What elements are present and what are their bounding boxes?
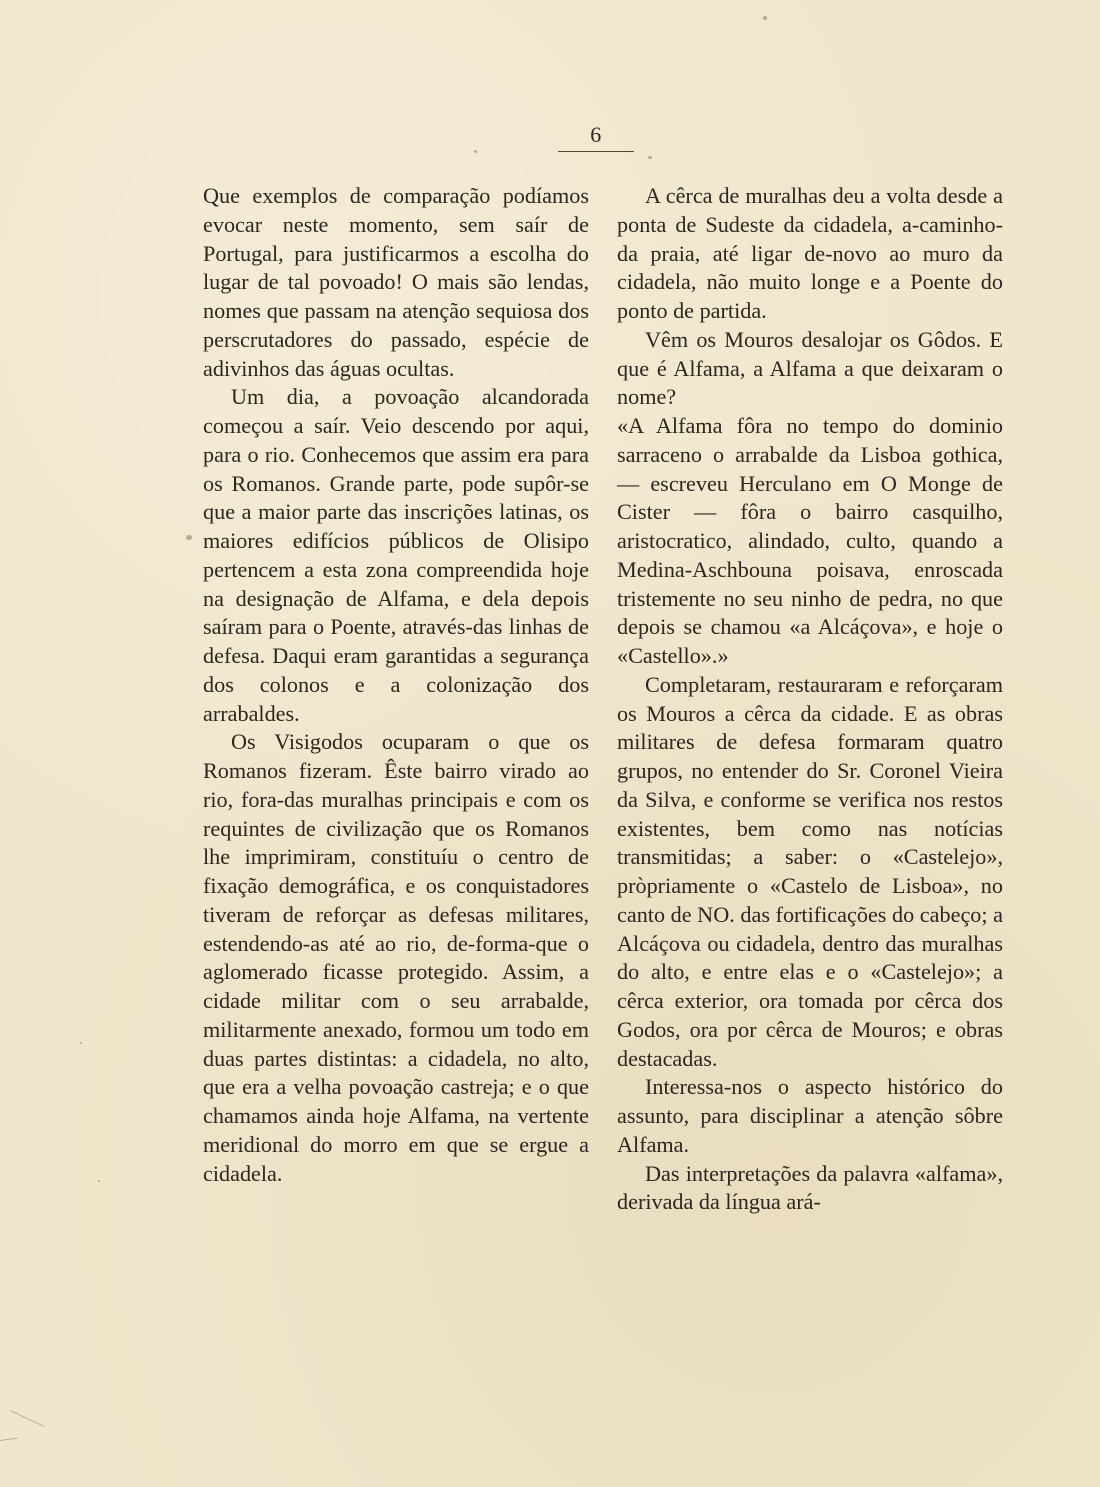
right-text-column bbox=[617, 182, 1003, 1217]
paper-speck bbox=[474, 150, 477, 153]
right-paragraph-3: «A Alfama fôra no tempo do dominio sarraceno o arrabalde da Lisboa gothica, — escreveu Herculano em O Monge de Cister — fôra o bairro casquilho, aristocratico, alindado, culto, quando a Medina-Aschbouna poisava, enroscada tristemente no seu ninho de pedra, no que depois se chamou «a Alcáçova», e hoje o «Castello».» bbox=[617, 413, 1003, 668]
page-header bbox=[558, 122, 634, 152]
right-paragraph-5: Interessa-nos o aspecto histórico do assunto, para disciplinar a atenção sôbre Alfama. bbox=[617, 1074, 1003, 1157]
left-paragraph-3: Os Visigodos ocuparam o que os Romanos fizeram. Êste bairro virado ao rio, fora-das muralhas principais e com os requintes de civilização que os Romanos lhe imprimiram, constituíu o centro de fixação demográfica, e os conquistadores tiveram de reforçar as defesas militares, estendendo-as até ao rio, de-forma-que o aglomerado ficasse protegido. Assim, a cidade militar com o seu arrabalde, militarmente anexado, formou um todo em duas partes distintas: a cidadela, no alto, que era a velha povoação castreja; e o que chamamos ainda hoje Alfama, na vertente meridional do morro em que se ergue a cidadela. bbox=[203, 729, 589, 1186]
left-paragraph-1: Que exemplos de comparação podíamos evocar neste momento, sem saír de Portugal, para justificarmos a escolha do lugar de tal povoado! O mais são lendas, nomes que passam na atenção sequiosa dos perscrutadores do passado, espécie de adivinhos das águas ocultas. bbox=[203, 183, 589, 381]
paper-speck bbox=[98, 1180, 100, 1182]
left-text-column bbox=[203, 182, 589, 1188]
paper-speck bbox=[763, 16, 767, 20]
page-number-rule bbox=[558, 151, 634, 152]
right-paragraph-4: Completaram, restauraram e reforçaram os Mouros a cêrca da cidade. E as obras militares de defesa formaram quatro grupos, no entender do Sr. Coronel Vieira da Silva, e conforme se verifica nos restos existentes, bem como nas notícias transmitidas; a saber: o «Castelejo», pròpriamente o «Castelo de Lisboa», no canto de NO. das fortificações do cabeço; a Alcáçova ou cidadela, dentro das muralhas do alto, e entre elas e o «Castelejo»; a cêrca exterior, ora tomada por cêrca dos Godos, ora por cêrca de Mouros; e obras destacadas. bbox=[617, 671, 1003, 1071]
paper-scratch bbox=[0, 1437, 18, 1440]
right-paragraph-6: Das interpretações da palavra «alfama», derivada da língua ará- bbox=[617, 1160, 1003, 1215]
page-number: 6 bbox=[590, 122, 602, 147]
paper-speck bbox=[648, 156, 652, 159]
left-paragraph-2: Um dia, a povoação alcandorada começou a saír. Veio descendo por aqui, para o rio. Conhecemos que assim era para os Romanos. Grande parte, pode supôr-se que a maior parte das inscrições latinas, os maiores edifícios públicos de Olisipo pertencem a esta zona compreendida hoje na designação de Alfama, e dela depois saíram para o Poente, através-das linhas de defesa. Daqui eram garantidas a segurança dos colonos e a colonização dos arrabaldes. bbox=[203, 384, 589, 726]
paper-speck bbox=[80, 1042, 82, 1044]
right-paragraph-1: A cêrca de muralhas deu a volta desde a ponta de Sudeste da cidadela, a-caminho-da praia, até ligar de-novo ao muro da cidadela, não muito longe e a Poente do ponto de partida. bbox=[617, 183, 1003, 323]
right-paragraph-2: Vêm os Mouros desalojar os Gôdos. E que é Alfama, a Alfama a que deixaram o nome? bbox=[617, 326, 1003, 410]
paper-scratch bbox=[10, 1410, 45, 1427]
paper-speck bbox=[186, 535, 192, 540]
